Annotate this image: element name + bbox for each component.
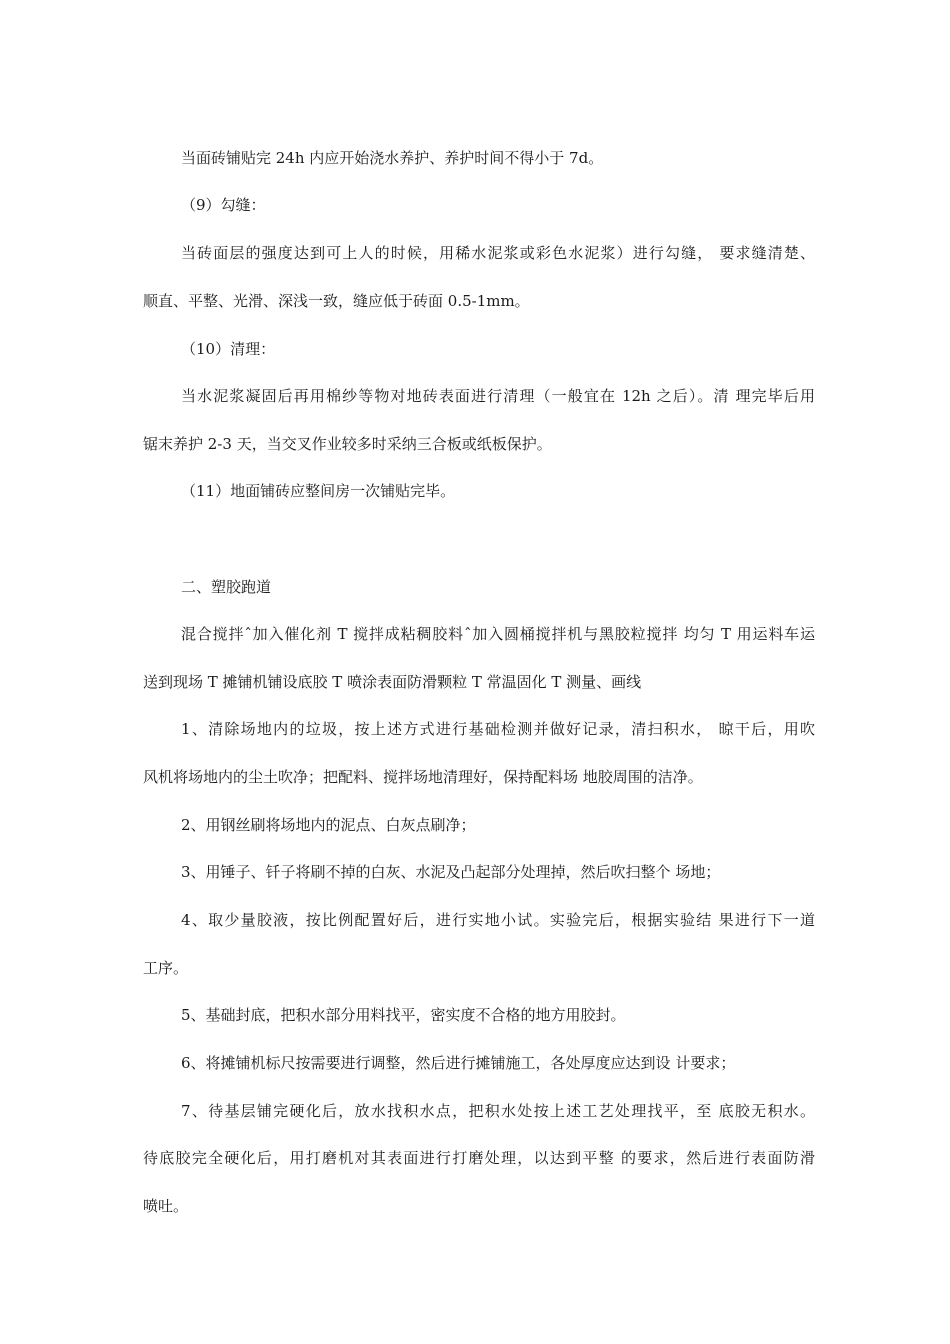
step-7-line-1: 7、待基层铺完硬化后，放水找积水点，把积水处按上述工艺处理找平，至 底胶无积水。 (181, 1102, 815, 1120)
step-6: 6、将摊铺机标尺按需要进行调整，然后进行摊铺施工，各处厚度应达到设 计要求； (181, 1054, 736, 1072)
step-7-line-2: 待底胶完全硬化后，用打磨机对其表面进行打磨处理，以达到平整 的要求，然后进行表面防滑 (143, 1149, 815, 1167)
paragraph-step-9-line-2: 顺直、平整、光滑、深浅一致，缝应低于砖面 0.5-1mm。 (143, 292, 530, 310)
step-4-line-1: 4、取少量胶液，按比例配置好后，进行实地小试。实验完后，根据实验结 果进行下一道 (181, 911, 815, 929)
step-7-line-3: 喷吐。 (143, 1197, 189, 1215)
step-1-line-2: 风机将场地内的尘土吹净；把配料、搅拌场地清理好，保持配料场 地胶周围的洁净。 (143, 768, 703, 786)
heading-step-9: （9）勾缝： (181, 196, 266, 214)
step-5: 5、基础封底，把积水部分用料找平，密实度不合格的地方用胶封。 (181, 1006, 626, 1024)
step-3: 3、用锤子、钎子将刷不掉的白灰、水泥及凸起部分处理掉，然后吹扫整个 场地； (181, 863, 721, 881)
paragraph-step-9-line-1: 当砖面层的强度达到可上人的时候，用稀水泥浆或彩色水泥浆）进行勾缝， 要求缝清楚、 (181, 244, 815, 262)
paragraph-step-11: （11）地面铺砖应整间房一次铺贴完毕。 (181, 482, 456, 500)
section-heading-plastic-track: 二、塑胶跑道 (181, 578, 272, 596)
process-flow-line-1: 混合搅拌ˆ加入催化剂 T 搅拌成粘稠胶料ˆ加入圆桶搅拌机与黑胶粒搅拌 均匀 T 用运料车运 (181, 625, 815, 643)
step-4-line-2: 工序。 (143, 959, 189, 977)
paragraph-curing: 当面砖铺贴完 24h 内应开始浇水养护、养护时间不得小于 7d。 (181, 149, 604, 167)
heading-step-10: （10）清理： (181, 340, 276, 358)
step-2: 2、用钢丝刷将场地内的泥点、白灰点刷净； (181, 816, 476, 834)
step-1-line-1: 1、清除场地内的垃圾，按上述方式进行基础检测并做好记录，清扫积水， 晾干后，用吹 (181, 720, 815, 738)
paragraph-step-10-line-2: 锯末养护 2-3 天，当交叉作业较多时采纳三合板或纸板保护。 (143, 435, 552, 453)
process-flow-line-2: 送到现场 T 摊铺机铺设底胶 T 喷涂表面防滑颗粒 T 常温固化 T 测量、画线 (143, 673, 642, 691)
paragraph-step-10-line-1: 当水泥浆凝固后再用棉纱等物对地砖表面进行清理（一般宜在 12h 之后）。清 理完毕后用 (181, 387, 815, 405)
